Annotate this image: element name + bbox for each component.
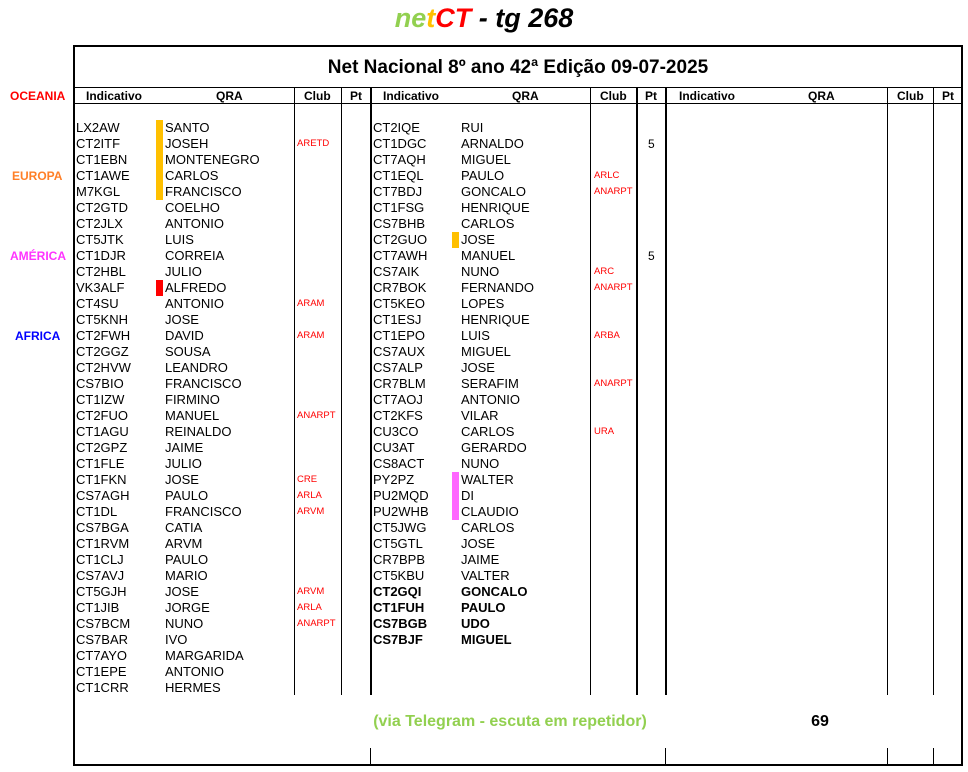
callsign: CS7BCM: [76, 616, 131, 631]
operator-name: IVO: [165, 632, 188, 647]
callsign: CS7BIO: [76, 376, 124, 391]
callsign: CS7BHB: [373, 216, 426, 231]
operator-name: MIGUEL: [461, 632, 512, 647]
operator-name: VALTER: [461, 568, 510, 583]
callsign: CS7AGH: [76, 488, 130, 503]
col-line: [294, 87, 295, 695]
highlight-marker: [156, 152, 163, 168]
callsign: CT2GGZ: [76, 344, 129, 359]
operator-name: JOSE: [461, 360, 495, 375]
highlight-marker: [452, 232, 459, 248]
operator-name: FRANCISCO: [165, 184, 242, 199]
operator-name: GONCALO: [461, 584, 528, 599]
club-tag: ARVM: [297, 586, 325, 597]
highlight-marker: [452, 504, 459, 520]
callsign: CT2HBL: [76, 264, 126, 279]
operator-name: WALTER: [461, 472, 514, 487]
callsign: CR7BLM: [373, 376, 426, 391]
callsign: CT1EPE: [76, 664, 127, 679]
club-tag: ARLA: [297, 602, 322, 613]
operator-name: ARNALDO: [461, 136, 524, 151]
operator-name: MARIO: [165, 568, 208, 583]
callsign: CS8ACT: [373, 456, 425, 471]
callsign: CT5GJH: [76, 584, 127, 599]
operator-name: MARGARIDA: [165, 648, 244, 663]
col-line: [341, 87, 342, 695]
col-line: [590, 87, 591, 695]
operator-name: RUI: [461, 120, 484, 135]
operator-name: SOUSA: [165, 344, 211, 359]
operator-name: JOSE: [165, 472, 199, 487]
callsign: CT1CRR: [76, 680, 129, 695]
callsign: CT5GTL: [373, 536, 423, 551]
operator-name: FRANCISCO: [165, 504, 242, 519]
operator-name: PAULO: [461, 168, 505, 183]
continent-africa: AFRICA: [15, 329, 61, 343]
operator-name: SANTO: [165, 120, 210, 135]
operator-name: SERAFIM: [461, 376, 519, 391]
callsign: PU2WHB: [373, 504, 429, 519]
callsign: CS7AIK: [373, 264, 420, 279]
operator-name: FRANCISCO: [165, 376, 242, 391]
operator-name: CLAUDIO: [461, 504, 519, 519]
operator-name: JOSE: [461, 536, 495, 551]
highlight-marker: [452, 488, 459, 504]
title-ne: ne: [394, 3, 427, 33]
header-qra: QRA: [808, 89, 835, 103]
club-tag: ARVM: [297, 506, 325, 517]
operator-name: NUNO: [461, 456, 500, 471]
operator-name: PAULO: [165, 488, 209, 503]
bottom-tick: [887, 748, 888, 764]
callsign: PU2MQD: [373, 488, 429, 503]
page-title: Net Nacional 8º ano 42ª Edição 09-07-2025: [327, 57, 709, 78]
operator-name: LUIS: [165, 232, 194, 247]
operator-name: MANUEL: [461, 248, 516, 263]
operator-name: JOSE: [461, 232, 495, 247]
operator-name: LEANDRO: [165, 360, 228, 375]
operator-name: HENRIQUE: [461, 200, 530, 215]
operator-name: MIGUEL: [461, 344, 511, 359]
col-line: [636, 87, 638, 695]
header-club: Club: [304, 89, 331, 103]
club-tag: ANARPT: [297, 618, 336, 629]
callsign: CT7AQH: [373, 152, 426, 167]
operator-name: GONCALO: [461, 184, 527, 199]
operator-name: HENRIQUE: [461, 312, 530, 327]
callsign: CR7BPB: [373, 552, 426, 567]
operator-name: LOPES: [461, 296, 505, 311]
operator-name: ANTONIO: [165, 664, 224, 679]
operator-name: PAULO: [461, 600, 506, 615]
club-tag: ANARPT: [594, 378, 633, 389]
operator-name: COELHO: [165, 200, 220, 215]
club-tag: ARC: [594, 266, 615, 277]
callsign: CT1FUH: [373, 600, 425, 615]
operator-name: JAIME: [165, 440, 204, 455]
callsign: CS7AVJ: [76, 568, 125, 583]
operator-name: CATIA: [165, 520, 203, 535]
bottom-tick: [370, 748, 371, 764]
operator-name: MONTENEGRO: [165, 152, 260, 167]
callsign: CT1JIB: [76, 600, 120, 615]
total-count: 69: [811, 713, 829, 730]
operator-name: JORGE: [165, 600, 210, 615]
club-tag: ARAM: [297, 298, 325, 309]
col-line: [887, 87, 888, 695]
operator-name: ANTONIO: [461, 392, 520, 407]
title-ct: CT: [435, 3, 472, 33]
callsign: CT1AGU: [76, 424, 129, 439]
callsign: CT5KBU: [373, 568, 425, 583]
highlight-marker: [156, 168, 163, 184]
operator-name: DI: [461, 488, 474, 503]
club-tag: ARLC: [594, 170, 620, 181]
bottom-tick: [933, 748, 934, 764]
operator-name: NUNO: [165, 616, 204, 631]
callsign: CT2JLX: [76, 216, 123, 231]
callsign: LX2AW: [76, 120, 120, 135]
operator-name: JULIO: [165, 264, 202, 279]
operator-name: JOSE: [165, 312, 199, 327]
callsign: CS7AUX: [373, 344, 426, 359]
col-line: [665, 87, 667, 695]
operator-name: ALFREDO: [165, 280, 227, 295]
table-bottom-border: [73, 764, 963, 766]
points-value: 5: [648, 249, 655, 263]
operator-name: JOSE: [165, 584, 199, 599]
operator-name: GERARDO: [461, 440, 527, 455]
operator-name: ARVM: [165, 536, 203, 551]
operator-name: CARLOS: [165, 168, 219, 183]
callsign: CS7ALP: [373, 360, 423, 375]
points-value: 5: [648, 137, 655, 151]
header-top-line: [73, 87, 963, 88]
callsign: CT1FLE: [76, 456, 125, 471]
operator-name: NUNO: [461, 264, 500, 279]
callsign: CT2HVW: [76, 360, 131, 375]
highlight-marker: [156, 120, 163, 136]
operator-name: JOSEH: [165, 136, 209, 151]
callsign: VK3ALF: [76, 280, 125, 295]
callsign: CT2GPZ: [76, 440, 128, 455]
header-pt: Pt: [645, 89, 657, 103]
callsign: CT5JTK: [76, 232, 124, 247]
title-rest: - tg 268: [471, 3, 574, 33]
operator-name: ANTONIO: [165, 216, 224, 231]
callsign: CS7BAR: [76, 632, 129, 647]
header-club: Club: [897, 89, 924, 103]
bottom-tick: [665, 748, 666, 764]
callsign: CT1DL: [76, 504, 118, 519]
callsign: CS7BJF: [373, 632, 423, 647]
callsign: CT1EPO: [373, 328, 426, 343]
callsign: CT1RVM: [76, 536, 130, 551]
callsign: CT2GUO: [373, 232, 428, 247]
continent-america: AMÉRICA: [10, 249, 66, 263]
club-tag: ARETD: [297, 138, 330, 149]
operator-name: FIRMINO: [165, 392, 220, 407]
header-indicativo: Indicativo: [86, 89, 143, 103]
callsign: CT5KEO: [373, 296, 426, 311]
callsign: PY2PZ: [373, 472, 415, 487]
callsign: CT5KNH: [76, 312, 129, 327]
callsign: CT5JWG: [373, 520, 427, 535]
operator-name: PAULO: [165, 552, 209, 567]
callsign: M7KGL: [76, 184, 121, 199]
callsign: CT1ESJ: [373, 312, 422, 327]
callsign: CT7AYO: [76, 648, 128, 663]
callsign: CT2FUO: [76, 408, 128, 423]
callsign: CR7BOK: [373, 280, 427, 295]
title-t: t: [426, 3, 436, 33]
callsign: CT7AWH: [373, 248, 428, 263]
operator-name: LUIS: [461, 328, 490, 343]
operator-name: JAIME: [461, 552, 500, 567]
operator-name: CORREIA: [165, 248, 225, 263]
callsign: CT4SU: [76, 296, 119, 311]
col-line: [370, 87, 372, 695]
club-tag: ANARPT: [594, 186, 633, 197]
callsign: CT1DJR: [76, 248, 126, 263]
highlight-marker: [452, 472, 459, 488]
callsign: CT1AWE: [76, 168, 130, 183]
club-tag: ARAM: [297, 330, 325, 341]
header-pt: Pt: [942, 89, 954, 103]
club-tag: ANARPT: [594, 282, 633, 293]
callsign: CT1EBN: [76, 152, 128, 167]
callsign: CT2GQI: [373, 584, 422, 599]
header-pt: Pt: [350, 89, 362, 103]
continent-oceania: OCEANIA: [10, 89, 66, 103]
operator-name: JULIO: [165, 456, 202, 471]
callsign: CT1DGC: [373, 136, 427, 151]
club-tag: ARBA: [594, 330, 620, 341]
callsign: CT2GTD: [76, 200, 128, 215]
operator-name: HERMES: [165, 680, 221, 695]
operator-name: REINALDO: [165, 424, 232, 439]
callsign: CT1IZW: [76, 392, 125, 407]
header-qra: QRA: [216, 89, 243, 103]
callsign: CU3AT: [373, 440, 415, 455]
app-title: [0, 2, 968, 34]
callsign: CT2FWH: [76, 328, 131, 343]
operator-name: CARLOS: [461, 216, 515, 231]
table-right-border: [961, 45, 963, 766]
callsign: CT1FKN: [76, 472, 127, 487]
header-indicativo: Indicativo: [383, 89, 440, 103]
operator-name: FERNANDO: [461, 280, 534, 295]
footer-note: (via Telegram - escuta em repetidor): [373, 713, 647, 730]
highlight-marker: [156, 280, 163, 296]
club-tag: URA: [594, 426, 615, 437]
operator-name: ANTONIO: [165, 296, 224, 311]
header-qra: QRA: [512, 89, 539, 103]
header-club: Club: [600, 89, 627, 103]
callsign: CS7BGA: [76, 520, 129, 535]
header-indicativo: Indicativo: [679, 89, 736, 103]
col-line: [933, 87, 934, 695]
operator-name: CARLOS: [461, 520, 515, 535]
header-bottom-line: [73, 103, 963, 104]
callsign: CT2KFS: [373, 408, 423, 423]
operator-name: VILAR: [461, 408, 499, 423]
club-tag: CRE: [297, 474, 318, 485]
continent-europa: EUROPA: [12, 169, 63, 183]
operator-name: DAVID: [165, 328, 204, 343]
callsign: CT2IQE: [373, 120, 420, 135]
table-left-border: [73, 45, 75, 766]
callsign: CU3CO: [373, 424, 419, 439]
callsign: CT1EQL: [373, 168, 424, 183]
operator-name: MIGUEL: [461, 152, 511, 167]
operator-name: UDO: [461, 616, 490, 631]
club-tag: ANARPT: [297, 410, 336, 421]
callsign: CT7AOJ: [373, 392, 423, 407]
club-tag: ARLA: [297, 490, 322, 501]
table-top-border: [73, 45, 963, 47]
callsign: CT1FSG: [373, 200, 425, 215]
callsign: CS7BGB: [373, 616, 428, 631]
callsign: CT2ITF: [76, 136, 121, 151]
operator-name: CARLOS: [461, 424, 515, 439]
highlight-marker: [156, 136, 163, 152]
callsign: CT1CLJ: [76, 552, 124, 567]
operator-name: MANUEL: [165, 408, 220, 423]
callsign: CT7BDJ: [373, 184, 423, 199]
highlight-marker: [156, 184, 163, 200]
